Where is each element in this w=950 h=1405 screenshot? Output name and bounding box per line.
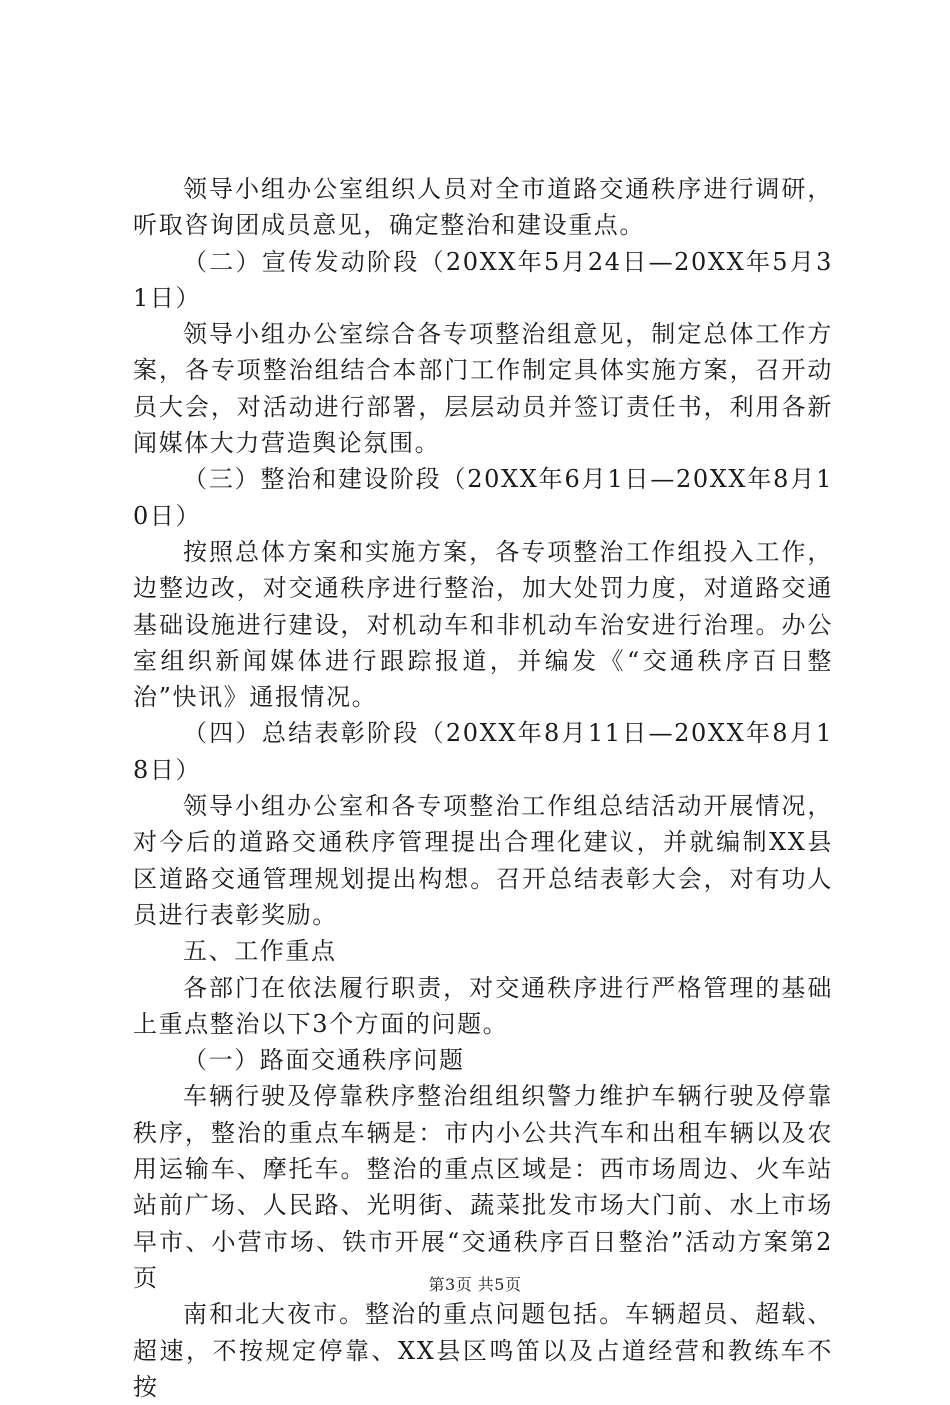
heading-section-five: 五、工作重点 bbox=[183, 937, 337, 966]
heading-stage-three: （三）整治和建设阶段（20XX年6月1日—20XX年8月10日） bbox=[133, 465, 833, 530]
page-footer: 第3页 共5页 bbox=[428, 1275, 522, 1294]
heading-stage-four: （四）总结表彰阶段（20XX年8月11日—20XX年8月18日） bbox=[133, 719, 833, 784]
paragraph-stage-two: 领导小组办公室综合各专项整治组意见，制定总体工作方案，各专项整治组结合本部门工作制定具体实施方案，召开动员大会，对活动进行部署，层层动员并签订责任书，利用各新闻媒体大力营造舆论氛围。 bbox=[133, 320, 833, 458]
heading-stage-two: （二）宣传发动阶段（20XX年5月24日—20XX年5月31日） bbox=[133, 247, 833, 312]
paragraph-research: 领导小组办公室组织人员对全市道路交通秩序进行调研，听取咨询团成员意见，确定整治和建设重点。 bbox=[133, 175, 833, 240]
paragraph-continued: 南和北大夜市。整治的重点问题包括。车辆超员、超载、超速，不按规定停靠、XX县区鸣笛以及占道经营和教练车不按 bbox=[133, 1300, 833, 1401]
heading-road-order: （一）路面交通秩序问题 bbox=[183, 1046, 465, 1075]
paragraph-road-order: 车辆行驶及停靠秩序整治组组织警力维护车辆行驶及停靠秩序，整治的重点车辆是：市内小公共汽车和出租车辆以及农用运输车、摩托车。整治的重点区域是：西市场周边、火车站站前广场、人民路、光明街、蔬菜批发市场大门前、水上市场早市、小营市场、铁市开展“交通秩序百日整治”活动方案第2页 bbox=[133, 1082, 833, 1292]
paragraph-section-five: 各部门在依法履行职责，对交通秩序进行严格管理的基础上重点整治以下3个方面的问题。 bbox=[133, 973, 833, 1038]
paragraph-stage-three: 按照总体方案和实施方案，各专项整治工作组投入工作，边整边改，对交通秩序进行整治，加大处罚力度，对道路交通基础设施进行建设，对机动车和非机动车治安进行治理。办公室组织新闻媒体进行跟踪报道，并编发《“交通秩序百日整治”快讯》通报情况。 bbox=[133, 537, 833, 712]
paragraph-stage-four: 领导小组办公室和各专项整治工作组总结活动开展情况，对今后的道路交通秩序管理提出合理化建议，并就编制XX县区道路交通管理规划提出构想。召开总结表彰大会，对有功人员进行表彰奖励。 bbox=[133, 792, 833, 929]
document-body bbox=[133, 171, 833, 1405]
